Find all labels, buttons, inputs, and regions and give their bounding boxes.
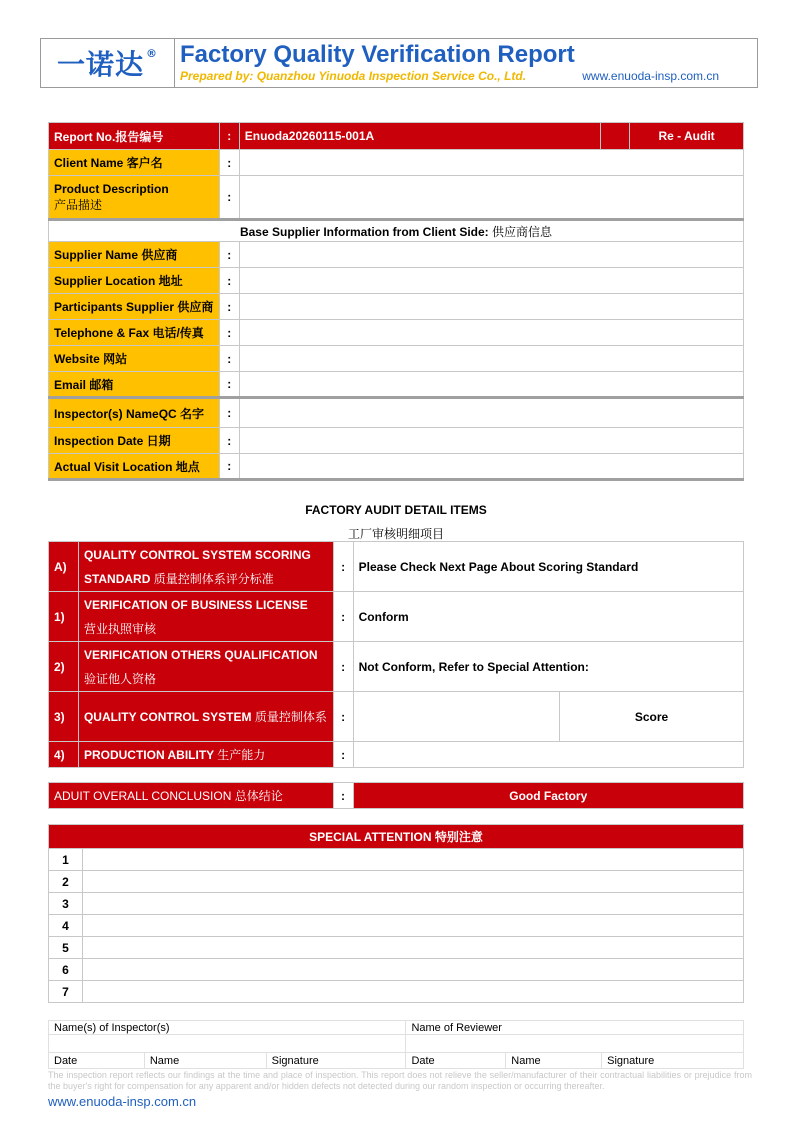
special-attention-field[interactable] [82,937,743,959]
colon: : [333,783,353,809]
colon: : [333,692,353,742]
reviewer-signature-label: Signature [602,1053,744,1069]
visit-location-field[interactable] [239,454,743,480]
supplier-location-label: Supplier Location 地址 [49,268,220,294]
inspection-date-label: Inspection Date 日期 [49,428,220,454]
telephone-fax-field[interactable] [239,320,743,346]
product-description-label-cn: 产品描述 [54,197,103,212]
client-name-label: Client Name 客户名 [49,150,220,176]
special-attention-field[interactable] [82,849,743,871]
colon: : [219,398,239,428]
audit-item-label [78,542,333,592]
logo-text: 一诺达 [56,48,144,81]
conclusion-table [48,782,744,809]
audit-item-label-en: PRODUCTION ABILITY [83,748,214,762]
report-title: Factory Quality Verification Report [180,41,575,68]
audit-item-label-en: VERIFICATION OTHERS QUALIFICATION [83,647,318,662]
reviewer-name-label: Name [506,1053,602,1069]
colon: : [219,150,239,176]
audit-item-num: 1) [49,592,79,642]
colon: : [219,428,239,454]
telephone-fax-label: Telephone & Fax 电话/传真 [49,320,220,346]
audit-item-label-cn: 质量控制体系评分标准 [153,571,274,586]
audit-item-value[interactable]: Not Conform, Refer to Special Attention: [353,642,743,692]
audit-items-table [48,541,744,768]
conclusion-label: ADUIT OVERALL CONCLUSION 总体结论 [49,783,334,809]
audit-items-title: FACTORY AUDIT DETAIL ITEMS [305,503,487,517]
special-attention-field[interactable] [82,893,743,915]
colon: : [333,642,353,692]
inspector-date-label: Date [49,1053,145,1069]
audit-items-title-cn: 工厂审核明细项目 [347,527,444,541]
colon: : [333,742,353,768]
header-website[interactable]: www.enuoda-insp.com.cn [582,69,719,83]
special-attention-num: 1 [49,849,83,871]
special-attention-num: 5 [49,937,83,959]
colon: : [219,454,239,480]
reviewer-label: Name of Reviewer [406,1021,744,1035]
conclusion-value[interactable]: Good Factory [353,783,744,809]
footer-website[interactable]: www.enuoda-insp.com.cn [48,1094,197,1109]
audit-item-num: A) [49,542,79,592]
prepared-by: Prepared by: Quanzhou Yinuoda Inspection Service Co., Ltd. [180,69,527,83]
report-info-table [48,122,744,481]
inspector-name-field[interactable] [239,398,743,428]
email-label: Email 邮箱 [49,372,220,398]
audit-item-label-en: VERIFICATION OF BUSINESS LICENSE [83,597,308,612]
audit-item-num: 2) [49,642,79,692]
disclaimer: The inspection report reflects our findings at the time and place of inspection. This report does not relieve the seller/manufacturer of their contractual liabilities or prejudice from the buyer's right for compensation for any apparent and/or hidden defects not detected during our random inspection or occurring thereafter. [48,1070,752,1091]
colon: : [219,268,239,294]
reviewer-field[interactable] [406,1035,744,1053]
special-attention-num: 2 [49,871,83,893]
audit-item-label-en: QUALITY CONTROL SYSTEM [83,709,252,724]
audit-item-value[interactable] [353,692,559,742]
special-attention-field[interactable] [82,915,743,937]
special-attention-field[interactable] [82,871,743,893]
website-label: Website 网站 [49,346,220,372]
product-description-label-en: Product Description [54,181,169,196]
colon: : [219,346,239,372]
inspector-name-label: Name [144,1053,266,1069]
audit-item-num: 4) [49,742,79,768]
special-attention-num: 4 [49,915,83,937]
inspector-signature-label: Signature [266,1053,406,1069]
special-attention-num: 3 [49,893,83,915]
report-no-spacer [601,123,630,150]
supplier-location-field[interactable] [239,268,743,294]
reviewer-date-label: Date [406,1053,506,1069]
supplier-name-label: Supplier Name 供应商 [49,242,220,268]
colon: : [219,123,239,150]
header-title-area [175,39,757,87]
inspectors-field[interactable] [49,1035,406,1053]
audit-item-value[interactable]: Conform [353,592,743,642]
score-label: Score [560,692,744,742]
website-field[interactable] [239,346,743,372]
audit-item-label [78,692,333,742]
audit-item-num: 3) [49,692,79,742]
colon: : [219,320,239,346]
base-supplier-heading [49,220,744,242]
email-field[interactable] [239,372,743,398]
colon: : [219,242,239,268]
colon: : [219,176,239,220]
registered-mark: ® [146,47,158,60]
company-logo [41,39,175,87]
special-attention-num: 6 [49,959,83,981]
report-header [40,38,758,88]
visit-location-label: Actual Visit Location 地点 [49,454,220,480]
special-attention-title: SPECIAL ATTENTION 特别注意 [49,825,744,849]
base-supplier-heading-cn: 供应商信息 [492,224,553,239]
audit-type: Re - Audit [630,123,744,150]
base-supplier-heading-en: Base Supplier Information from Client Side: [239,224,489,239]
special-attention-field[interactable] [82,981,743,1003]
product-description-field[interactable] [239,176,743,220]
colon: : [219,294,239,320]
product-description-label [49,176,220,220]
special-attention-field[interactable] [82,959,743,981]
audit-item-label-cn: 营业执照审核 [83,621,156,636]
inspection-date-field[interactable] [239,428,743,454]
audit-item-label [78,742,333,768]
inspectors-label: Name(s) of Inspector(s) [49,1021,406,1035]
participants-supplier-label: Participants Supplier 供应商 [49,294,220,320]
inspector-name-label: Inspector(s) NameQC 名字 [49,398,220,428]
special-attention-table [48,824,744,1003]
participants-supplier-field[interactable] [239,294,743,320]
report-no-value: Enuoda20260115-001A [239,123,600,150]
special-attention-num: 7 [49,981,83,1003]
signature-table [48,1020,744,1069]
client-name-field[interactable] [239,150,743,176]
audit-item-value[interactable]: Please Check Next Page About Scoring Standard [353,542,743,592]
audit-item-label [78,642,333,692]
colon: : [219,372,239,398]
audit-item-label-cn: 质量控制体系 [254,709,327,724]
audit-item-label-en: QUALITY CONTROL SYSTEM SCORING STANDARD [83,547,311,586]
supplier-name-field[interactable] [239,242,743,268]
audit-item-label-cn: 生产能力 [217,748,266,762]
audit-item-label-cn: 验证他人资格 [83,671,156,686]
report-no-label: Report No.报告编号 [49,123,220,150]
audit-item-label [78,592,333,642]
colon: : [333,542,353,592]
colon: : [333,592,353,642]
audit-item-value[interactable] [353,742,743,768]
